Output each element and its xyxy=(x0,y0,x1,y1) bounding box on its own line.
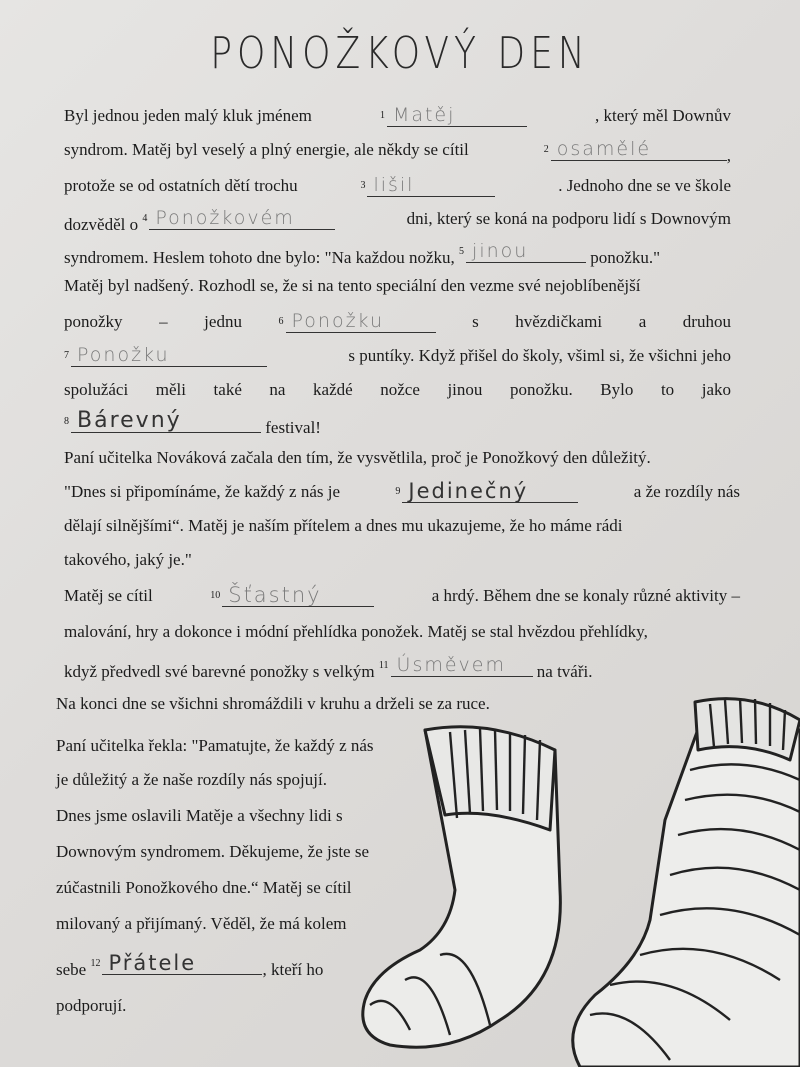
text-line: malování, hry a dokonce i módní přehlídka ponožek. Matěj se stal hvězdou přehlídky, xyxy=(64,622,648,641)
text-segment: protože se od ostatních dětí trochu xyxy=(64,176,298,195)
text-line: milovaný a přijímaný. Věděl, že má kolem xyxy=(56,914,347,933)
answer-blank-5[interactable] xyxy=(466,242,586,263)
text-segment: hvězdičkami xyxy=(515,312,603,331)
blank-number: 7 xyxy=(64,350,69,361)
text-segment: Byl jednou jeden malý kluk jménem xyxy=(64,106,312,125)
answer-blank-4[interactable] xyxy=(149,209,335,230)
blank-number: 9 xyxy=(395,486,401,497)
blank-number: 2 xyxy=(543,144,549,155)
blank-number: 11 xyxy=(378,660,389,671)
text-line xyxy=(64,106,731,132)
handwritten-answer: Úsměvem xyxy=(396,654,506,676)
text-segment: festival! xyxy=(265,418,321,437)
text-segment: ponožku." xyxy=(590,248,661,267)
socks-illustration xyxy=(350,690,800,1067)
blank-number: 8 xyxy=(64,416,69,427)
text-segment: syndromem. Heslem tohoto dne bylo: "Na každou nožku, xyxy=(64,248,455,267)
text-line: podporují. xyxy=(56,996,127,1015)
text-segment: , který měl Downův xyxy=(595,106,731,125)
text-segment: Matěj se cítil xyxy=(64,586,153,605)
handwritten-answer: Šťastný xyxy=(228,583,322,607)
blank-number: 10 xyxy=(210,590,221,601)
blank-number: 6 xyxy=(278,316,284,327)
text-line: je důležitý a že naše rozdíly nás spojují. xyxy=(56,770,327,789)
text-line xyxy=(64,583,740,612)
answer-blank-1[interactable] xyxy=(387,106,527,127)
text-segment: – xyxy=(159,312,168,331)
text-segment: . Jednoho dne se ve škole xyxy=(558,176,731,195)
text-line xyxy=(64,209,731,235)
text-line xyxy=(64,176,731,202)
text-segment: a xyxy=(638,312,647,331)
text-line: Dnes jsme oslavili Matěje a všechny lidi s xyxy=(56,806,343,825)
answer-blank-3[interactable] xyxy=(367,176,495,197)
text-line xyxy=(56,951,324,980)
handwritten-answer: Bárevný xyxy=(77,408,182,433)
text-line: zúčastnili Ponožkového dne.“ Matěj se cítil xyxy=(56,878,352,897)
text-segment: dozvěděl o xyxy=(64,215,139,234)
text-segment: a že rozdíly nás xyxy=(633,482,740,501)
text-line: Paní učitelka řekla: "Pamatujte, že každý z nás xyxy=(56,736,374,755)
text-line xyxy=(64,656,592,682)
text-segment: s puntíky. Když přišel do školy, všiml si, že všichni jeho xyxy=(348,346,731,365)
answer-blank-10[interactable] xyxy=(222,583,374,607)
text-line: dělají silnějšími“. Matěj je naším přítelem a dnes mu ukazujeme, že ho máme rádi xyxy=(64,516,623,535)
text-segment: dni, který se koná na podporu lidí s Downovým xyxy=(406,209,731,228)
text-segment: druhou xyxy=(682,312,731,331)
handwritten-answer: Jedinečný xyxy=(408,479,529,503)
text-line xyxy=(64,140,731,166)
answer-blank-11[interactable] xyxy=(391,656,533,677)
text-line: takového, jaký je." xyxy=(64,550,192,569)
text-line xyxy=(64,312,731,338)
handwritten-answer: Přátele xyxy=(108,951,197,975)
answer-blank-2[interactable] xyxy=(551,140,727,161)
handwritten-answer: Matěj xyxy=(392,104,456,126)
handwritten-answer: Ponožku xyxy=(291,310,385,332)
text-segment: sebe xyxy=(56,960,87,979)
answer-blank-6[interactable] xyxy=(286,312,436,333)
blank-number: 4 xyxy=(142,213,148,224)
handwritten-answer: lišil xyxy=(373,174,415,196)
answer-blank-8[interactable] xyxy=(71,408,261,433)
text-segment: s xyxy=(472,312,479,331)
text-line: Paní učitelka Nováková začala den tím, že vysvětlila, proč je Ponožkový den důležitý. xyxy=(64,448,651,467)
handwritten-answer: Ponožkovém xyxy=(155,207,295,229)
blank-number: 5 xyxy=(459,246,465,257)
text-segment: na tváři. xyxy=(536,662,593,681)
text-line xyxy=(64,408,321,438)
blank-number: 12 xyxy=(90,958,101,969)
text-segment: a hrdý. Během dne se konaly různé aktivity – xyxy=(431,586,740,605)
text-line: Na konci dne se všichni shromáždili v kruhu a drželi se za ruce. xyxy=(56,694,490,713)
handwritten-answer: osamělé xyxy=(556,138,652,160)
text-line: spolužáci měli také na každé nožce jinou ponožku. Bylo to jako xyxy=(64,380,731,399)
text-line: Matěj byl nadšený. Rozhodl se, že si na tento speciální den vezme své nejoblíbenější xyxy=(64,276,641,295)
answer-blank-7[interactable] xyxy=(71,346,267,367)
text-line: Downovým syndromem. Děkujeme, že jste se xyxy=(56,842,370,861)
worksheet-title: PONOŽKOVÝ DEN xyxy=(210,28,590,79)
text-segment: když předvedl své barevné ponožky s velkým xyxy=(64,662,375,681)
text-segment: "Dnes si připomínáme, že každý z nás je xyxy=(64,482,341,501)
handwritten-answer: jinou xyxy=(472,240,529,262)
handwritten-answer: Ponožku xyxy=(77,344,170,366)
answer-blank-9[interactable] xyxy=(402,479,578,503)
text-line xyxy=(64,242,731,268)
answer-blank-12[interactable] xyxy=(102,951,262,975)
text-line xyxy=(64,479,740,508)
text-segment: , xyxy=(726,146,731,165)
text-segment: jednu xyxy=(204,312,242,331)
text-line xyxy=(64,346,731,372)
text-segment: syndrom. Matěj byl veselý a plný energie, ale někdy se cítil xyxy=(64,140,469,159)
blank-number: 3 xyxy=(360,180,366,191)
blank-number: 1 xyxy=(379,110,385,121)
text-segment: , kteří ho xyxy=(262,960,324,979)
text-segment: ponožky xyxy=(64,312,123,331)
